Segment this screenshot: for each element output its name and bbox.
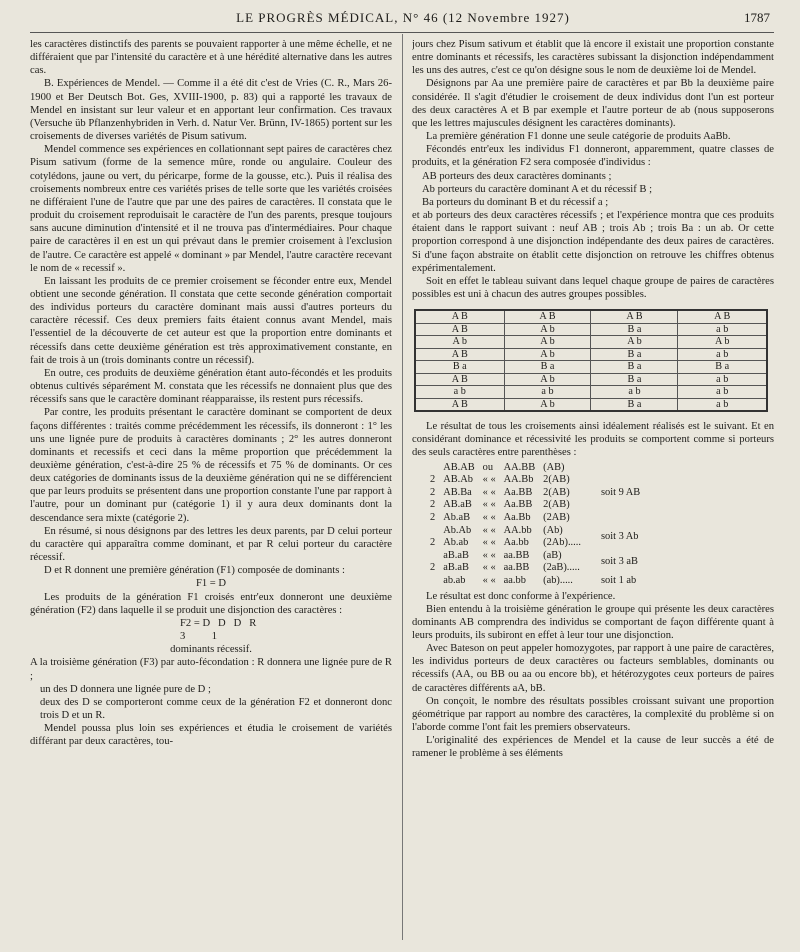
result-cell: « « — [482, 537, 496, 549]
table-cell: A b — [415, 336, 504, 349]
result-cell: « « — [482, 549, 496, 561]
table-cell: A b — [504, 336, 591, 349]
table-cell: A b — [504, 348, 591, 361]
table-row — [415, 373, 767, 386]
result-cell: (Ab) — [543, 524, 563, 536]
table-cell: a b — [678, 323, 767, 336]
result-cell: (aB) — [543, 549, 562, 561]
table-cell: A B — [415, 348, 504, 361]
result-cell: aa.BB — [503, 562, 530, 574]
table-cell: a b — [678, 348, 767, 361]
table-cell: a b — [591, 386, 678, 399]
table-cell: B a — [591, 323, 678, 336]
table-row — [415, 310, 767, 323]
result-cell: 2 — [430, 537, 436, 549]
result-cell: « « — [482, 499, 496, 511]
paragraph: Bien entendu à la troisième génération le groupe qui présente les deux caractères dominants AB comprendra des individus se comportant de façon différente quant à leurs produits, ils subiront en effet à leur tour une disjonction. — [412, 603, 774, 641]
paragraph: Ba porteurs du dominant B et du récessif a ; — [422, 196, 609, 208]
result-cell: 2 — [430, 499, 436, 511]
result-cell: (2aB)..... — [543, 562, 580, 574]
result-cell: aB.aB — [443, 562, 469, 574]
right-column — [412, 38, 774, 943]
result-cell: Aa.Bb — [503, 511, 531, 523]
table-cell: a b — [415, 386, 504, 399]
result-total: soit 3 aB — [600, 556, 638, 568]
paragraph: En outre, ces produits de deuxième génération étant auto-fécondés et les produits obtenus cultivés séparément M. constata que les récessifs ne donnaient plus que des récessifs sans que le caractère dominant réapparaisse, ils restent purs récessifs. — [30, 367, 392, 406]
result-cell: 2 — [430, 562, 436, 574]
result-cell: (AB) — [543, 461, 565, 473]
result-cell: AB.Ab — [443, 474, 473, 486]
result-cell: « « — [482, 574, 496, 586]
paragraph: A la troisième génération (F3) par auto-fécondation : R donnera une lignée pure de R ; — [30, 657, 392, 682]
paragraph: On conçoit, le nombre des résultats possibles croissant suivant une proportion géométrique par rapport au nombre des caractères, la complexité du problème si on l'aborde comme l'ont fait les premiers observateurs. — [412, 695, 774, 734]
result-cell: « « — [482, 486, 496, 498]
result-cell: aa.BB — [503, 549, 530, 561]
table-cell: A b — [504, 398, 591, 411]
table-cell: a b — [504, 386, 591, 399]
paragraph: En laissant les produits de ce premier croisement se féconder entre eux, Mendel obtient une seconde génération. Il constata que cette seconde génération comportait des individus porteurs du caractère dominant mais aussi d'autres porteurs du caractère récessif. Ces deux premiers faits étaient connus avant Mendel, mais l'essentiel de la découverte de cet auteur est que la proportion entre dominants et récessifs dans cette deuxième génération est très approximativement constante, en fait de trois à un (trois dominants contre un récessif). — [30, 275, 392, 366]
paragraph: Désignons par Aa une première paire de caractères et par Bb la deuxième paire considérée. Il s'agit d'étudier le croisement de deux individus dont l'un est porteur des deux caractères A et B par exemple et l'autre porteur de ab (nous supposerons que les lettres majuscules désignent les caractères dominants). — [412, 78, 774, 129]
result-cell: aB.aB — [443, 549, 469, 561]
table-cell: A B — [415, 323, 504, 336]
result-cell: « « — [482, 511, 496, 523]
paragraph: Ab porteurs du caractère dominant A et du récessif B ; — [422, 183, 653, 195]
result-cell: ou — [482, 461, 494, 473]
result-cell: AB.AB — [443, 461, 475, 473]
result-cell: 2 — [430, 474, 436, 486]
left-column — [30, 38, 392, 943]
journal-title: LE PROGRÈS MÉDICAL, N° 46 (12 Novembre 1927) — [236, 10, 570, 25]
right-bottom-text — [412, 590, 774, 761]
result-cell: Ab.Ab — [443, 524, 472, 536]
result-cell: AA.bb — [503, 524, 532, 536]
paragraph: 3 1 — [180, 631, 218, 643]
table-cell: a b — [678, 398, 767, 411]
result-cell: « « — [482, 562, 496, 574]
table-cell: B a — [678, 361, 767, 374]
paragraph: et ab porteurs des deux caractères récessifs ; et l'expérience montra que ces produits étaient dans le rapport suivant : neuf AB ; trois Ab ; trois Ba : un ab. Or cette proportion correspond à une disjonction indépendante des deux paires de caractères. Si d'une façon abstraite on établit cette disjonction on retrouve les chiffres obtenus expérimentalement. — [412, 210, 774, 274]
result-total: soit 1 ab — [600, 574, 637, 586]
result-row — [426, 462, 644, 475]
paragraph: les caractères distinctifs des parents se pouvaient rapporter à une même échelle, et ne différaient que par l'intensité du caractère et à une hérédité alternative dans les autres cas. — [30, 39, 392, 77]
table-cell: A B — [678, 310, 767, 323]
result-cell: « « — [482, 474, 496, 486]
paragraph: Soit en effet le tableau suivant dans lequel chaque groupe de paires de caractères possibles est uni à chacun des autres groupes possibles. — [412, 275, 774, 300]
table-cell: A b — [504, 373, 591, 386]
table-row — [415, 336, 767, 349]
result-row — [426, 525, 644, 538]
table-cell: B a — [591, 348, 678, 361]
result-cell: (2Ab)..... — [543, 537, 581, 549]
table-cell: a b — [678, 373, 767, 386]
result-cell — [426, 462, 439, 475]
result-cell: AB.aB — [443, 499, 472, 511]
result-cell: (2AB) — [543, 511, 570, 523]
paragraph: un des D donnera une lignée pure de D ; — [40, 683, 211, 695]
paragraph: Avec Bateson on peut appeler homozygotes, par rapport à une paire de caractères, les individus porteurs de deux caractères ou facteurs semblables, dominants ou récessifs (AA, ou BB ou aa ou encore bb), et hétérozygotes ceux porteurs de paires de caractères différents aA, bB. — [412, 643, 774, 694]
paragraph: L'originalité des expériences de Mendel et la cause de leur succès a été de ramener le problème à ses éléments — [412, 735, 774, 760]
table-cell: A B — [591, 310, 678, 323]
table-cell: A B — [415, 310, 504, 323]
paragraph: jours chez Pisum sativum et établit que là encore il existait une proportion constante entre dominants et récessifs, les caractères subissant la disjonction indépendamment les uns des autres, c'est ce qu'on désigne sous le nom de deuxième loi de Mendel. — [412, 39, 774, 77]
result-row — [426, 575, 644, 588]
result-cell: aa.bb — [503, 574, 526, 586]
table-cell: a b — [678, 386, 767, 399]
table-cell: A B — [415, 398, 504, 411]
result-cell: Aa.BB — [503, 499, 533, 511]
paragraph: Fécondés entr'eux les individus F1 donneront, apparemment, quatre classes de produits, et la génération F2 sera composée d'individus : — [412, 144, 774, 169]
result-cell: AA.Bb — [503, 474, 534, 486]
right-mid-text — [412, 420, 774, 459]
table-cell: A b — [504, 323, 591, 336]
result-cell: AB.Ba — [443, 486, 472, 498]
combination-table — [414, 309, 768, 412]
result-total: soit 9 AB — [600, 486, 641, 498]
result-cell: 2(AB) — [543, 499, 570, 511]
table-cell: B a — [504, 361, 591, 374]
table-cell: B a — [591, 373, 678, 386]
paragraph: D et R donnent une première génération (F1) composée de dominants : — [44, 565, 345, 577]
paragraph: Le résultat de tous les croisements ainsi idéalement réalisés est le suivant. Et en considérant dominance et récessivité les produits se comportent comme si porteurs des seuls caractères entre parenthèses : — [412, 421, 774, 459]
result-cell: Ab.ab — [443, 537, 469, 549]
result-total: soit 3 Ab — [600, 530, 639, 542]
result-cell — [426, 525, 439, 538]
paragraph: AB porteurs des deux caractères dominants ; — [422, 170, 612, 182]
paragraph: F2 = D D D R — [180, 617, 257, 629]
result-cell: Aa.BB — [503, 486, 533, 498]
column-divider — [402, 34, 403, 940]
table-cell: B a — [415, 361, 504, 374]
paragraph: La première génération F1 donne une seule catégorie de produits AaBb. — [426, 131, 731, 143]
table-cell: A B — [504, 310, 591, 323]
table-cell: A b — [678, 336, 767, 349]
result-cell — [426, 550, 439, 563]
table-row — [415, 386, 767, 399]
paragraph: Les produits de la génération F1 croisés entr'eux donneront une deuxième génération (F2) dans laquelle il se produit une disjonction des caractères : — [30, 591, 392, 616]
result-cell: Aa.bb — [503, 537, 529, 549]
result-cell — [426, 575, 439, 588]
table-cell: B a — [591, 398, 678, 411]
paragraph: deux des D se comporteront comme ceux de la génération F2 et donneront donc trois D et un R. — [40, 696, 392, 721]
result-cell: Ab.aB — [443, 511, 471, 523]
page-number: 1787 — [744, 10, 770, 25]
result-cell: 2 — [430, 511, 436, 523]
table-row — [415, 398, 767, 411]
result-cell: « « — [482, 524, 496, 536]
result-cell: 2(AB) — [543, 474, 570, 486]
result-cell: (ab)..... — [543, 574, 573, 586]
result-cell: 2 — [430, 486, 436, 498]
table-row — [415, 348, 767, 361]
results-table — [426, 462, 644, 588]
paragraph: Par contre, les produits présentant le caractère dominant se comportent de deux façons différentes : traités comme précédemment les récessifs, ils donneront : 1° les uns une lignée pure de produits à caractères dominants ; 2° les autres donneront dominants et recessifs et ceci dans la même proportion que précédemment la deuxième génération, c'est-à-dire 25 % de récessifs et 75 % de dominants. Or ces deux catégories de dominants issus de la deuxième génération qui ne se différencient que par leurs produits se présentent dans une proportion constante l'une par rapport à l'autre, pour un dominant pur (catégorie 1) il y aura deux dominants dont la descendance sera mixte (catégorie 2). — [30, 407, 392, 524]
paragraph: En résumé, si nous désignons par des lettres les deux parents, par D celui porteur du caractère qui apparaîtra comme dominant, et par R celui porteur du caractère récessif. — [30, 525, 392, 564]
running-header — [30, 8, 776, 28]
paragraph: F1 = D — [195, 578, 227, 590]
header-rule — [30, 32, 774, 33]
paragraph: Le résultat est donc conforme à l'expérience. — [426, 590, 616, 602]
result-row — [426, 550, 644, 563]
table-row — [415, 323, 767, 336]
table-cell: A b — [591, 336, 678, 349]
paragraph: B. Expériences de Mendel. — Comme il a été dit c'est de Vries (C. R., Mars 26-1900 et Ber Deutsch Bot. Ges, XVIII-1900, p. 83) qui a rapporté les travaux de Mendel en insistant sur leur valeur et en apportant leur confirmation. Ces travaux (Versuche üb Pflanzenhybriden in Verh. d. Natur Ver. Brünn, IV-1865) portent sur les croisements de diverses variétés de Pisum sativum. — [30, 78, 392, 143]
result-cell: ab.ab — [443, 574, 466, 586]
paragraph: dominants récessif. — [170, 644, 252, 656]
paragraph: Mendel commence ses expériences en collationnant sept paires de caractères chez Pisum sativum (forme de la semence mûre, ronde ou angulaire. Couleur des cotylédons, jaune ou vert, du péricarpe, forme de la gousse, etc.). Puis il réalisa des croisements nombreux entre ces variétés prises de telle sorte que les variétés croisées ne différaient l'une de l'autre que par une des paires de caractères. Il constata que le produit du croisement reproduisait le caractère de l'un des parents, presque toujours sans aucune diminution d'intensité et il ne trouva pas d'intermédiaires. Pour chaque paire de caractères il en est un qui prévaut dans le premier croisement à l'exclusion de l'autre. Ce caractère est appelé « dominant » par Mendel, l'autre caractère recevant le nom de « recessif ». — [30, 144, 392, 274]
result-cell: 2(AB) — [543, 486, 570, 498]
right-top-text — [412, 38, 774, 301]
table-cell: B a — [591, 361, 678, 374]
paragraph: Mendel poussa plus loin ses expériences et étudia le croisement de variétés différant par deux caractères, tou- — [30, 723, 392, 748]
table-row — [415, 361, 767, 374]
table-cell: A B — [415, 373, 504, 386]
result-cell: AA.BB — [503, 461, 536, 473]
